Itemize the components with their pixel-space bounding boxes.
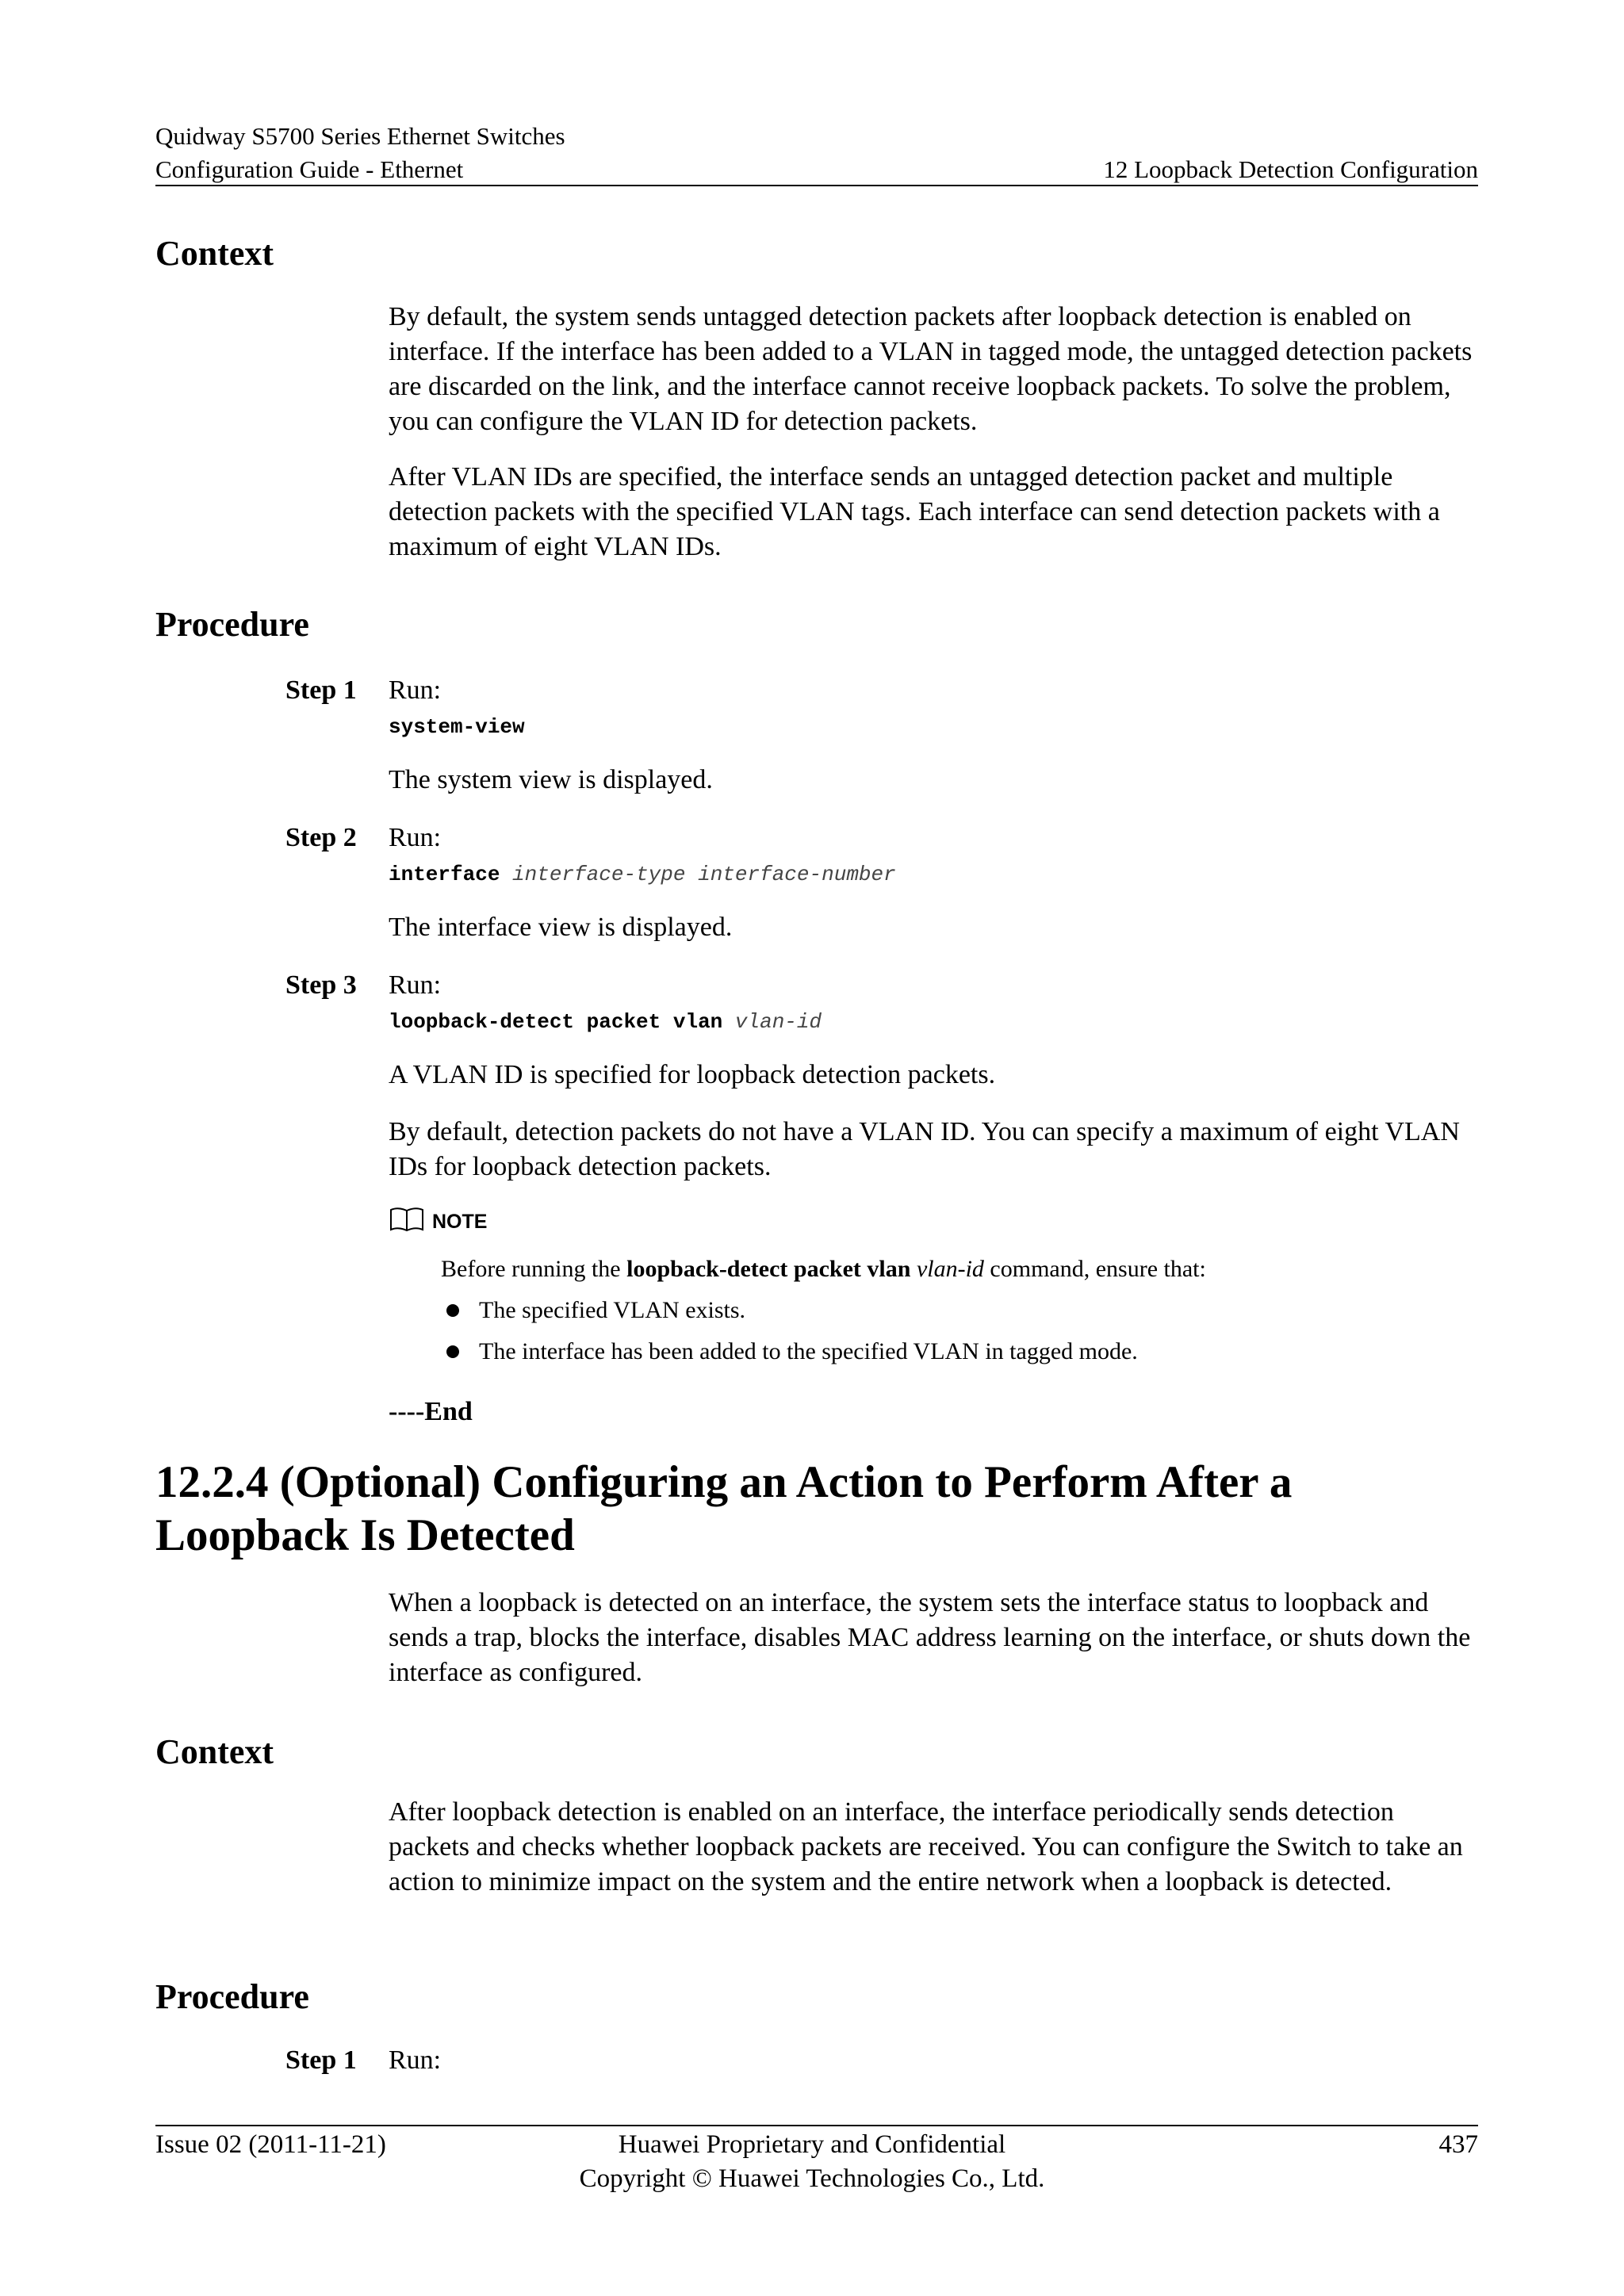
section-intro: When a loopback is detected on an interface, the system sets the interface status to loopback and sends a trap, blocks the interface, disables MAC address learning on the interface, or shuts down the interface as configured. [389,1588,1471,1687]
step-2-description: The interface view is displayed. [389,913,733,942]
footer-copyright: Copyright © Huawei Technologies Co., Ltd. [579,2164,1045,2193]
bullet-icon [446,1345,459,1358]
step-2-command [389,862,896,887]
header-chapter: 12 Loopback Detection Configuration [1103,155,1478,183]
step-1-run-2: Run: [389,2045,442,2075]
bullet-icon [446,1304,459,1317]
page-number: 437 [1438,2130,1478,2159]
step-1-label-2: Step 1 [285,2045,357,2075]
note-argument: vlan-id [916,1256,984,1282]
header-rule [155,185,1478,186]
note-bullet-1: The specified VLAN exists. [479,1297,746,1323]
step-1-label: Step 1 [285,675,357,705]
procedure-heading: Procedure [155,605,309,644]
step-3-run: Run: [389,970,442,1000]
context-paragraph-1: By default, the system sends untagged detection packets after loopback detection is enabled on interface. If the interface has been added to a VLAN in tagged mode, the untagged detection packets are discarded on the link, and the interface cannot receive loopback packets. To solve the problem, you can configure the VLAN ID for detection packets. [389,302,1473,436]
note-text [441,1253,1206,1285]
step-2-run: Run: [389,823,442,852]
section-title: 12.2.4 (Optional) Configuring an Action to Perform After a Loopback Is Detected [155,1457,1293,1560]
step-3-label: Step 3 [285,970,357,1000]
note-label: NOTE [432,1211,488,1233]
context-heading-2: Context [155,1732,274,1771]
context-heading: Context [155,234,274,273]
step-2-label: Step 2 [285,823,357,852]
command-argument: interface-type interface-number [512,863,896,886]
note-pre: Before running the [441,1256,627,1282]
note-bullet-2: The interface has been added to the specified VLAN in tagged mode. [479,1338,1138,1364]
step-3-command [389,1009,822,1035]
note-post: command, ensure that: [983,1256,1206,1282]
procedure-heading-2: Procedure [155,1977,309,2016]
header-guide: Configuration Guide - Ethernet [155,155,464,183]
footer-proprietary: Huawei Proprietary and Confidential [618,2130,1006,2159]
step-1-command [389,714,525,740]
context-paragraph-3: After loopback detection is enabled on an interface, the interface periodically sends detection packets and checks whether loopback packets are received. You can configure the Switch to take an action to minimize impact on the system and the entire network when a loopback is detected. [389,1797,1463,1896]
command-argument: vlan-id [734,1010,822,1034]
command-keyword: interface [389,863,500,886]
command-keyword: loopback-detect packet vlan [389,1010,723,1034]
header-product: Quidway S5700 Series Ethernet Switches [155,122,565,150]
footer-issue: Issue 02 (2011-11-21) [155,2130,386,2159]
step-1-description: The system view is displayed. [389,765,713,794]
context-paragraph-2: After VLAN IDs are specified, the interface sends an untagged detection packet and multiple detection packets with the specified VLAN tags. Each interface can send detection packets with a maximum of eight VLAN IDs. [389,462,1440,561]
footer-rule [155,2125,1478,2126]
command-keyword: system-view [389,715,525,739]
note-command: loopback-detect packet vlan [626,1256,911,1282]
procedure-end: ----End [389,1397,473,1426]
book-icon [389,1206,425,1234]
step-3-description-2: By default, detection packets do not have a VLAN ID. You can specify a maximum of eight VLAN IDs for loopback detection packets. [389,1117,1460,1181]
step-3-description-1: A VLAN ID is specified for loopback detection packets. [389,1060,996,1089]
step-1-run: Run: [389,675,442,705]
